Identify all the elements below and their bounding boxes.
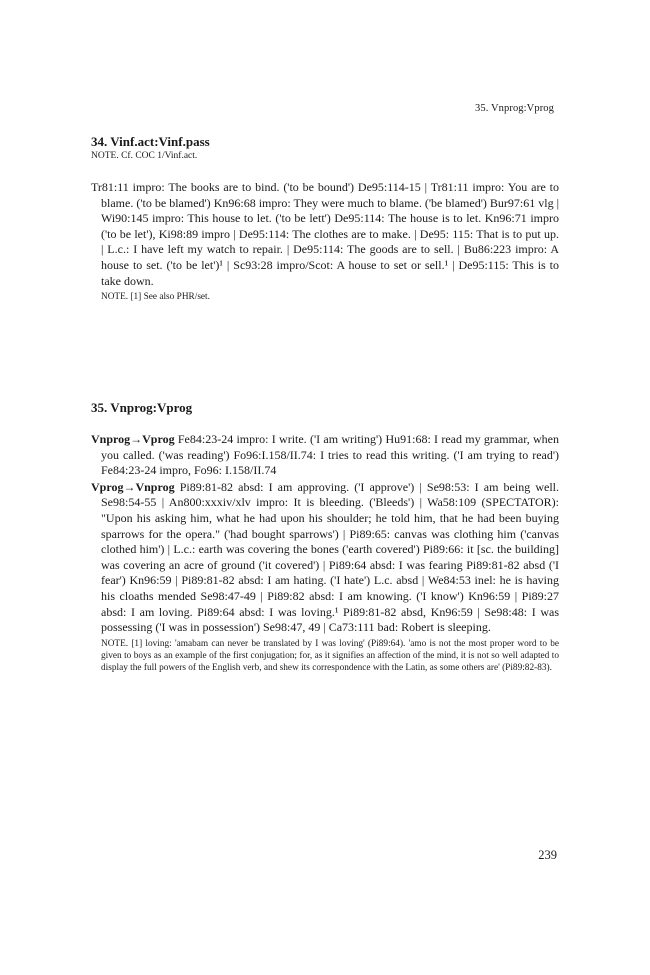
running-head: 35. Vnprog:Vprog: [475, 103, 554, 114]
entry-text: Fe84:23-24 impro: I write. ('I am writing') Hu91:68: I read my grammar, when you called. ('was reading') Fo96:I.158/II.74: I tries to read this writing. ('I am trying to read') Fe84:23-24 impro, Fo96: I.158/II.74: [101, 432, 559, 478]
section-34-title: 34. Vinf.act:Vinf.pass: [91, 134, 210, 149]
section-35-footnote: NOTE. [1] loving: 'amabam can never be translated by I was loving' (Pi89:64). 'amo is not the most proper word to be given to boys as an example of the first conjugation; for, as it signifies an affection of the mind, it is not so well adapted to display the full powers of the English verb, and shew its correspondence with the Latin, as some others are' (Pi89:82-83).: [101, 638, 559, 673]
entry-head: Vprog→Vnprog: [91, 479, 175, 494]
section-35-entry-vprog-vnprog: [91, 480, 559, 636]
section-34-entry: Tr81:11 impro: The books are to bind. ('to be bound') De95:114-15 | Tr81:11 impro: You are to blame. ('to be blamed') Kn96:68 impro: They were much to blame. ('be blamed') Bur97:61 vlg | Wi90:145 impro: This house to let. ('to be lett') De95:114: The house is to let. Kn96:71 impro ('to be let'), Ki98:89 impro | De95:114: The clothes are to make. | De95: 115: That is to put up. | L.c.: I have left my watch to repair. | De95:114: The goods are to sell. | Bu86:223 impro: A house to set. ('to be let')¹ | Sc93:28 impro/Scot: A house to set or sell.¹ | De95:115: This is to take down.: [91, 180, 559, 288]
section-35-title: 35. Vnprog:Vprog: [91, 400, 193, 415]
section-35: [91, 400, 559, 674]
section-34-note: NOTE. Cf. COC 1/Vinf.act.: [91, 151, 198, 161]
page-number: 239: [538, 848, 557, 862]
section-34: [91, 134, 559, 303]
entry-text: Pi89:81-82 absd: I am approving. ('I approve') | Se98:53: I am being well. Se98:54-55 | An800:xxxiv/xlv impro: It is bleeding. ('Bleeds') | Wa58:109 (SPECTATOR): "Upon his asking him, what he had upon his shoulder; he told him, that he had been buying sparrows for the opera." ('had bought sparrows') | Pi89:65: canvas was clothing him ('canvas clothed him') | L.c.: earth was covering the bones ('earth covered') Pi89:66: it [sc. the building] was covering an acre of ground ('it covered') | Pi89:64 absd: I was fearing Pi89:81-82 absd ('I fear') Kn96:59 | Pi89:81-82 absd: I am hating. ('I hate') L.c. absd | We84:53 inel: he is having his cloaths mended Se98:47-49 | Pi89:82 absd: I am knowing. ('I know') Kn96:59 | Pi89:27 absd: I am loving. Pi89:64 absd: I was loving.¹ Pi89:81-82 absd, Kn96:59 | Se98:48: I was possessing ('I was in possession') Se98:47, 49 | Ca73:111 bad: Robert is sleeping.: [101, 479, 559, 635]
entry-head: Vnprog→Vprog: [91, 432, 175, 446]
section-34-footnote: NOTE. [1] See also PHR/set.: [101, 292, 210, 303]
section-35-entry-vnprog-vprog: [91, 432, 559, 479]
